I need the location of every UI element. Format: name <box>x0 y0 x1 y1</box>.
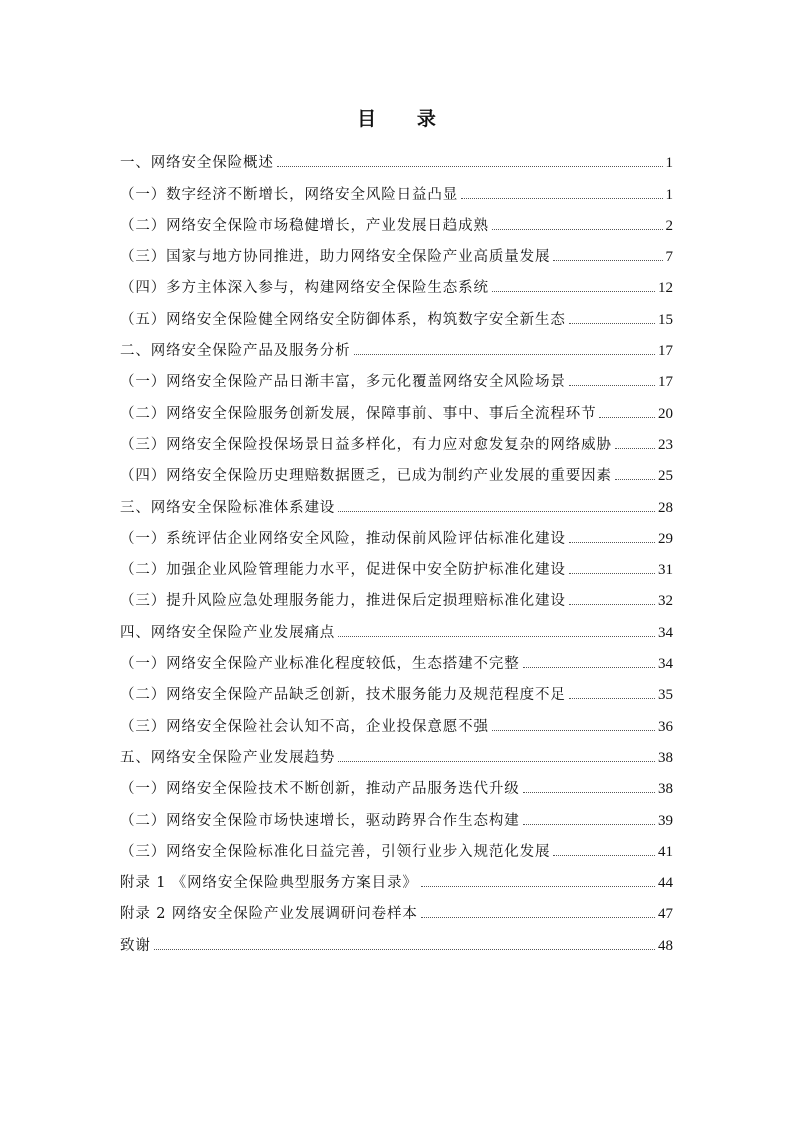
toc-entry-text: 附录 1 《网络安全保险典型服务方案目录》 <box>120 875 418 892</box>
toc-page-number: 1 <box>665 155 673 172</box>
toc-entry[interactable] <box>120 172 673 203</box>
toc-leader-dots <box>492 291 655 292</box>
toc-leader-dots <box>569 604 655 605</box>
toc-entry-text: （四）网络安全保险历史理赔数据匮乏，已成为制约产业发展的重要因素 <box>120 468 612 485</box>
toc-entry-text: （一）数字经济不断增长，网络安全风险日益凸显 <box>120 186 459 203</box>
toc-page-number: 38 <box>658 781 673 798</box>
toc-entry-text: （二）网络安全保险市场快速增长，驱动跨界合作生态构建 <box>120 812 520 829</box>
toc-entry-text: （三）网络安全保险投保场景日益多样化，有力应对愈发复杂的网络威胁 <box>120 436 612 453</box>
toc-entry-text: （一）网络安全保险产品日渐丰富，多元化覆盖网络安全风险场景 <box>120 374 566 391</box>
toc-entry[interactable] <box>120 923 673 954</box>
toc-leader-dots <box>421 917 655 918</box>
toc-page-number: 23 <box>658 436 673 453</box>
toc-entry-text: （一）系统评估企业网络安全风险，推动保前风险评估标准化建设 <box>120 530 566 547</box>
toc-page-number: 34 <box>658 624 673 641</box>
toc-page-number: 31 <box>658 562 673 579</box>
toc-leader-dots <box>523 824 655 825</box>
toc-page-number: 48 <box>658 937 673 954</box>
toc-entry-text: 四、网络安全保险产业发展痛点 <box>120 624 336 641</box>
toc-entry-text: （二）网络安全保险市场稳健增长，产业发展日趋成熟 <box>120 217 489 234</box>
toc-entry[interactable] <box>120 360 673 391</box>
toc-entry[interactable] <box>120 892 673 923</box>
toc-page-number: 34 <box>658 656 673 673</box>
toc-entry[interactable] <box>120 391 673 422</box>
toc-entry[interactable] <box>120 704 673 735</box>
toc-entry[interactable] <box>120 767 673 798</box>
toc-entry[interactable] <box>120 579 673 610</box>
toc-entry[interactable] <box>120 423 673 454</box>
toc-entry[interactable] <box>120 204 673 235</box>
toc-leader-dots <box>277 166 663 167</box>
toc-leader-dots <box>569 542 655 543</box>
toc-leader-dots <box>569 573 655 574</box>
toc-leader-dots <box>599 417 655 418</box>
toc-leader-dots <box>492 229 663 230</box>
toc-leader-dots <box>523 667 655 668</box>
toc-entry[interactable] <box>120 861 673 892</box>
toc-entry-text: 致谢 <box>120 937 151 954</box>
toc-page-number: 38 <box>658 749 673 766</box>
toc-leader-dots <box>492 730 655 731</box>
toc-leader-dots <box>338 511 655 512</box>
toc-page-number: 1 <box>665 186 673 203</box>
toc-page-number: 44 <box>658 875 673 892</box>
toc-page-number: 36 <box>658 718 673 735</box>
toc-page-number: 7 <box>665 249 673 266</box>
toc-entry[interactable] <box>120 517 673 548</box>
toc-entry-text: 二、网络安全保险产品及服务分析 <box>120 343 351 360</box>
toc-leader-dots <box>154 949 655 950</box>
toc-entry[interactable] <box>120 736 673 767</box>
toc-leader-dots <box>615 448 655 449</box>
toc-leader-dots <box>615 479 655 480</box>
toc-page-number: 20 <box>658 405 673 422</box>
toc-entry[interactable] <box>120 830 673 861</box>
toc-entry-text: （一）网络安全保险技术不断创新，推动产品服务迭代升级 <box>120 781 520 798</box>
toc-entry-text: 五、网络安全保险产业发展趋势 <box>120 749 336 766</box>
toc-leader-dots <box>523 792 655 793</box>
toc-entry[interactable] <box>120 642 673 673</box>
toc-leader-dots <box>569 698 655 699</box>
toc-entry-text: （一）网络安全保险产业标准化程度较低，生态搭建不完整 <box>120 656 520 673</box>
toc-page-number: 39 <box>658 812 673 829</box>
toc-leader-dots <box>338 636 655 637</box>
toc-leader-dots <box>569 385 655 386</box>
toc-entry-text: （三）国家与地方协同推进，助力网络安全保险产业高质量发展 <box>120 249 551 266</box>
toc-page-number: 17 <box>658 374 673 391</box>
toc-page-number: 12 <box>658 280 673 297</box>
toc-page-number: 29 <box>658 530 673 547</box>
toc-entry[interactable] <box>120 297 673 328</box>
toc-page-number: 32 <box>658 593 673 610</box>
toc-leader-dots <box>461 198 662 199</box>
toc-entry-text: （三）网络安全保险社会认知不高，企业投保意愿不强 <box>120 718 489 735</box>
toc-page-number: 25 <box>658 468 673 485</box>
toc-page-number: 35 <box>658 687 673 704</box>
toc-entry[interactable] <box>120 141 673 172</box>
toc-entry[interactable] <box>120 610 673 641</box>
toc-page-number: 28 <box>658 499 673 516</box>
toc-page-number: 2 <box>665 217 673 234</box>
toc-entry-text: 一、网络安全保险概述 <box>120 155 274 172</box>
toc-entry-text: （二）加强企业风险管理能力水平，促进保中安全防护标准化建设 <box>120 562 566 579</box>
toc-entry-text: 附录 2 网络安全保险产业发展调研问卷样本 <box>120 906 418 923</box>
toc-leader-dots <box>569 323 655 324</box>
toc-entry[interactable] <box>120 235 673 266</box>
toc-entry-text: 三、网络安全保险标准体系建设 <box>120 499 336 516</box>
toc-entry-text: （三）网络安全保险标准化日益完善，引领行业步入规范化发展 <box>120 843 551 860</box>
toc-entry[interactable] <box>120 266 673 297</box>
toc-leader-dots <box>354 354 655 355</box>
toc-entry[interactable] <box>120 454 673 485</box>
page-title: 目 录 <box>357 108 453 130</box>
toc-page-number: 47 <box>658 906 673 923</box>
toc-leader-dots <box>553 260 662 261</box>
toc-entry[interactable] <box>120 329 673 360</box>
toc-entry[interactable] <box>120 485 673 516</box>
toc-entry[interactable] <box>120 548 673 579</box>
toc-entry-text: （二）网络安全保险服务创新发展，保障事前、事中、事后全流程环节 <box>120 405 597 422</box>
toc-leader-dots <box>338 761 655 762</box>
toc-entry[interactable] <box>120 798 673 829</box>
toc-page-number: 17 <box>658 343 673 360</box>
toc-page-number: 41 <box>658 843 673 860</box>
toc-entry-text: （四）多方主体深入参与，构建网络安全保险生态系统 <box>120 280 489 297</box>
toc-entry-text: （三）提升风险应急处理服务能力，推进保后定损理赔标准化建设 <box>120 593 566 610</box>
toc-entry[interactable] <box>120 673 673 704</box>
toc-entry-text: （二）网络安全保险产品缺乏创新，技术服务能力及规范程度不足 <box>120 687 566 704</box>
toc-leader-dots <box>421 886 655 887</box>
toc-entry-text: （五）网络安全保险健全网络安全防御体系，构筑数字安全新生态 <box>120 311 566 328</box>
table-of-contents <box>120 141 673 955</box>
toc-page-number: 15 <box>658 311 673 328</box>
toc-leader-dots <box>553 855 655 856</box>
